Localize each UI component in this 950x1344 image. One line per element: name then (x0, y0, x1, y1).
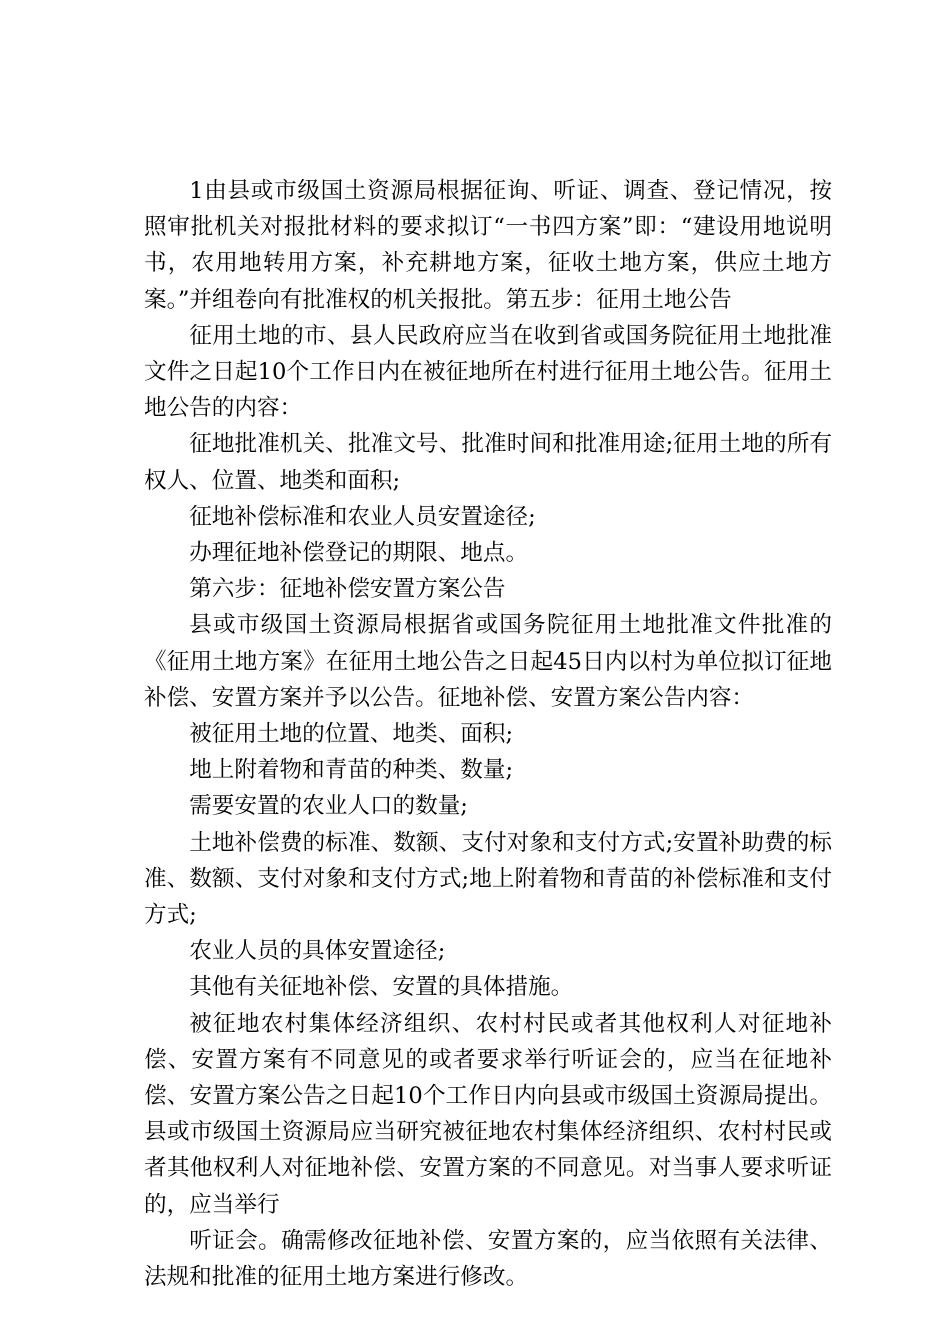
list-item: 土地补偿费的标准、数额、支付对象和支付方式;安置补助费的标准、数额、支付对象和支付方式;地上附着物和青苗的补偿标准和支付方式; (144, 829, 832, 929)
list-item: 被征用土地的位置、地类、面积; (189, 721, 514, 748)
list-item: 征地批准机关、批准文号、批准时间和批准用途;征用土地的所有权人、位置、地类和面积; (144, 431, 832, 494)
list-item: 其他有关征地补偿、安置的具体措施。 (189, 974, 574, 1001)
section-heading-step-six: 第六步：征地补偿安置方案公告 (189, 576, 506, 603)
paragraph-land-announcement: 征用土地的市、县人民政府应当在收到省或国务院征用土地批准文件之日起10个工作日内在被征地所在村进行征用土地公告。征用土地公告的内容： (144, 322, 832, 422)
list-item: 地上附着物和青苗的种类、数量; (189, 757, 514, 784)
paragraph-step-five: 1由县或市级国土资源局根据征询、听证、调查、登记情况，按照审批机关对报批材料的要求拟订“一书四方案”即：“建设用地说明书，农用地转用方案，补充耕地方案，征收土地方案，供应土地方案。”并组卷向有批准权的机关报批。第五步：征用土地公告 (144, 178, 832, 313)
list-item: 办理征地补偿登记的期限、地点。 (189, 540, 529, 567)
paragraph-hearing: 听证会。确需修改征地补偿、安置方案的，应当依照有关法律、法规和批准的征用土地方案进行修改。 (144, 1227, 832, 1291)
list-item: 农业人员的具体安置途径; (189, 938, 446, 965)
document-body (144, 173, 832, 1295)
list-item: 需要安置的农业人口的数量; (189, 793, 468, 820)
list-item: 征地补偿标准和农业人员安置途径; (189, 503, 536, 530)
paragraph-compensation-plan: 县或市级国土资源局根据省或国务院征用土地批准文件批准的《征用土地方案》在征用土地公告之日起45日内以村为单位拟订征地补偿、安置方案并予以公告。征地补偿、安置方案公告内容： (144, 612, 832, 711)
paragraph-objections: 被征地农村集体经济组织、农村村民或者其他权利人对征地补偿、安置方案有不同意见的或者要求举行听证会的，应当在征地补偿、安置方案公告之日起10个工作日内向县或市级国土资源局提出。县或市级国土资源局应当研究被征地农村集体经济组织、农村村民或者其他权利人对征地补偿、安置方案的不同意见。对当事人要求听证的，应当举行 (144, 1010, 832, 1218)
